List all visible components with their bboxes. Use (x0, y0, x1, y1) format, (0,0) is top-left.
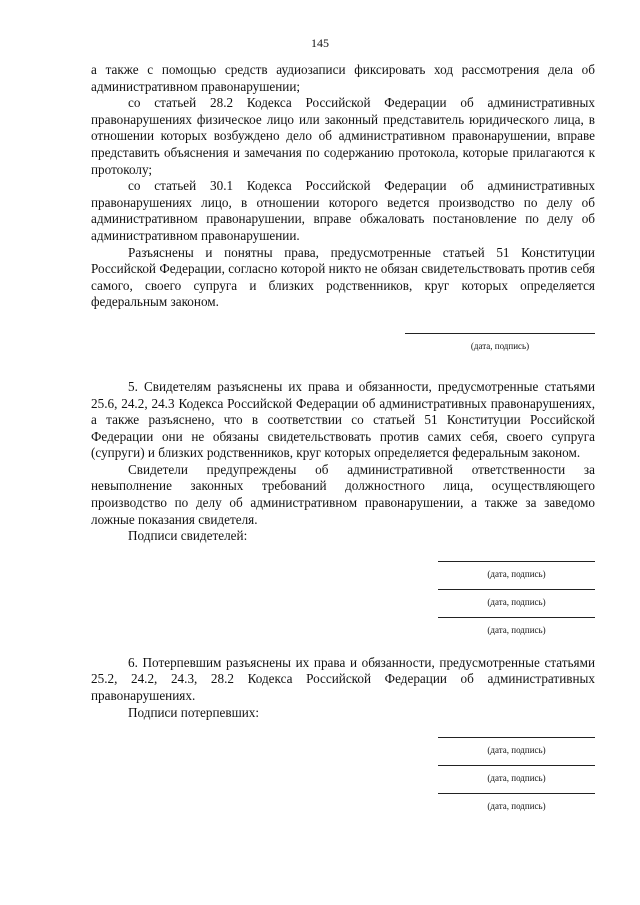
signature-line (405, 333, 595, 334)
paragraph-constitution-51: Разъяснены и понятны права, предусмотренные статьей 51 Конституции Российской Федерации, согласно которой никто не обязан свидетельствовать против себя самого, своего супруга и близких родственников, круг которых определяется федеральным законом. (91, 244, 595, 310)
witness-signature-1 (91, 561, 595, 589)
signature-caption: (дата, подпись) (487, 624, 546, 635)
signature-caption: (дата, подпись) (470, 340, 530, 351)
section6-victim-signatures-label: Подписи потерпевших: (128, 704, 260, 720)
signature-caption: (дата, подпись) (487, 773, 546, 784)
paragraph-audio: а также с помощью средств аудиозаписи фиксировать ход рассмотрения дела об административном правонарушении; (91, 62, 595, 94)
witness-signature-2 (91, 589, 595, 617)
signature-line-main (91, 333, 595, 361)
signature-line (438, 737, 595, 738)
victim-signature-1 (91, 737, 595, 765)
signature-caption: (дата, подпись) (487, 596, 546, 607)
document-body (91, 62, 595, 821)
witness-signature-3 (91, 617, 595, 645)
section6-paragraph-rights: 6. Потерпевшим разъяснены их права и обязанности, предусмотренные статьями 25.2, 24.2, 24.3, 28.2 Кодекса Российской Федерации об административных правонарушениях. (91, 654, 595, 704)
section5-paragraph-rights: 5. Свидетелям разъяснены их права и обязанности, предусмотренные статьями 25.6, 24.2, 24.3 Кодекса Российской Федерации об административных правонарушениях, а также разъяснено, что в соответствии со статьей 51 Конституции Российской Федерации они не обязаны свидетельствовать против самих себя, своего супруга (супруги) и близких родственников, круг которых определяется федеральным законом. (91, 378, 595, 461)
paragraph-article-28-2: со статьей 28.2 Кодекса Российской Федерации об административных правонарушениях физическое лицо или законный представитель юридического лица, в отношении которых возбуждено дело об административном правонарушении, вправе представить объяснения и замечания по содержанию протокола, которые прилагаются к протоколу; (91, 95, 595, 177)
signature-caption: (дата, подпись) (487, 801, 546, 812)
page-number: 145 (311, 36, 329, 50)
signature-line (438, 561, 595, 562)
section5-paragraph-warning: Свидетели предупреждены об административной ответственности за невыполнение законных требований должностного лица, осуществляющего производство по делу об административном правонарушении, а также за заведомо ложные показания свидетеля. (91, 461, 595, 527)
signature-line (438, 589, 595, 590)
signature-caption: (дата, подпись) (487, 745, 546, 756)
victim-signature-2 (91, 765, 595, 793)
signature-line (438, 617, 595, 618)
section5-witness-signatures-label: Подписи свидетелей: (128, 528, 248, 544)
victim-signature-3 (91, 793, 595, 821)
signature-line (438, 793, 595, 794)
signature-line (438, 765, 595, 766)
signature-caption: (дата, подпись) (487, 568, 546, 579)
paragraph-article-30-1: со статьей 30.1 Кодекса Российской Федерации об административных правонарушениях лицо, в отношении которого ведется производство по делу об административном правонарушении, вправе обжаловать постановление по делу об административном правонарушении. (91, 178, 595, 243)
